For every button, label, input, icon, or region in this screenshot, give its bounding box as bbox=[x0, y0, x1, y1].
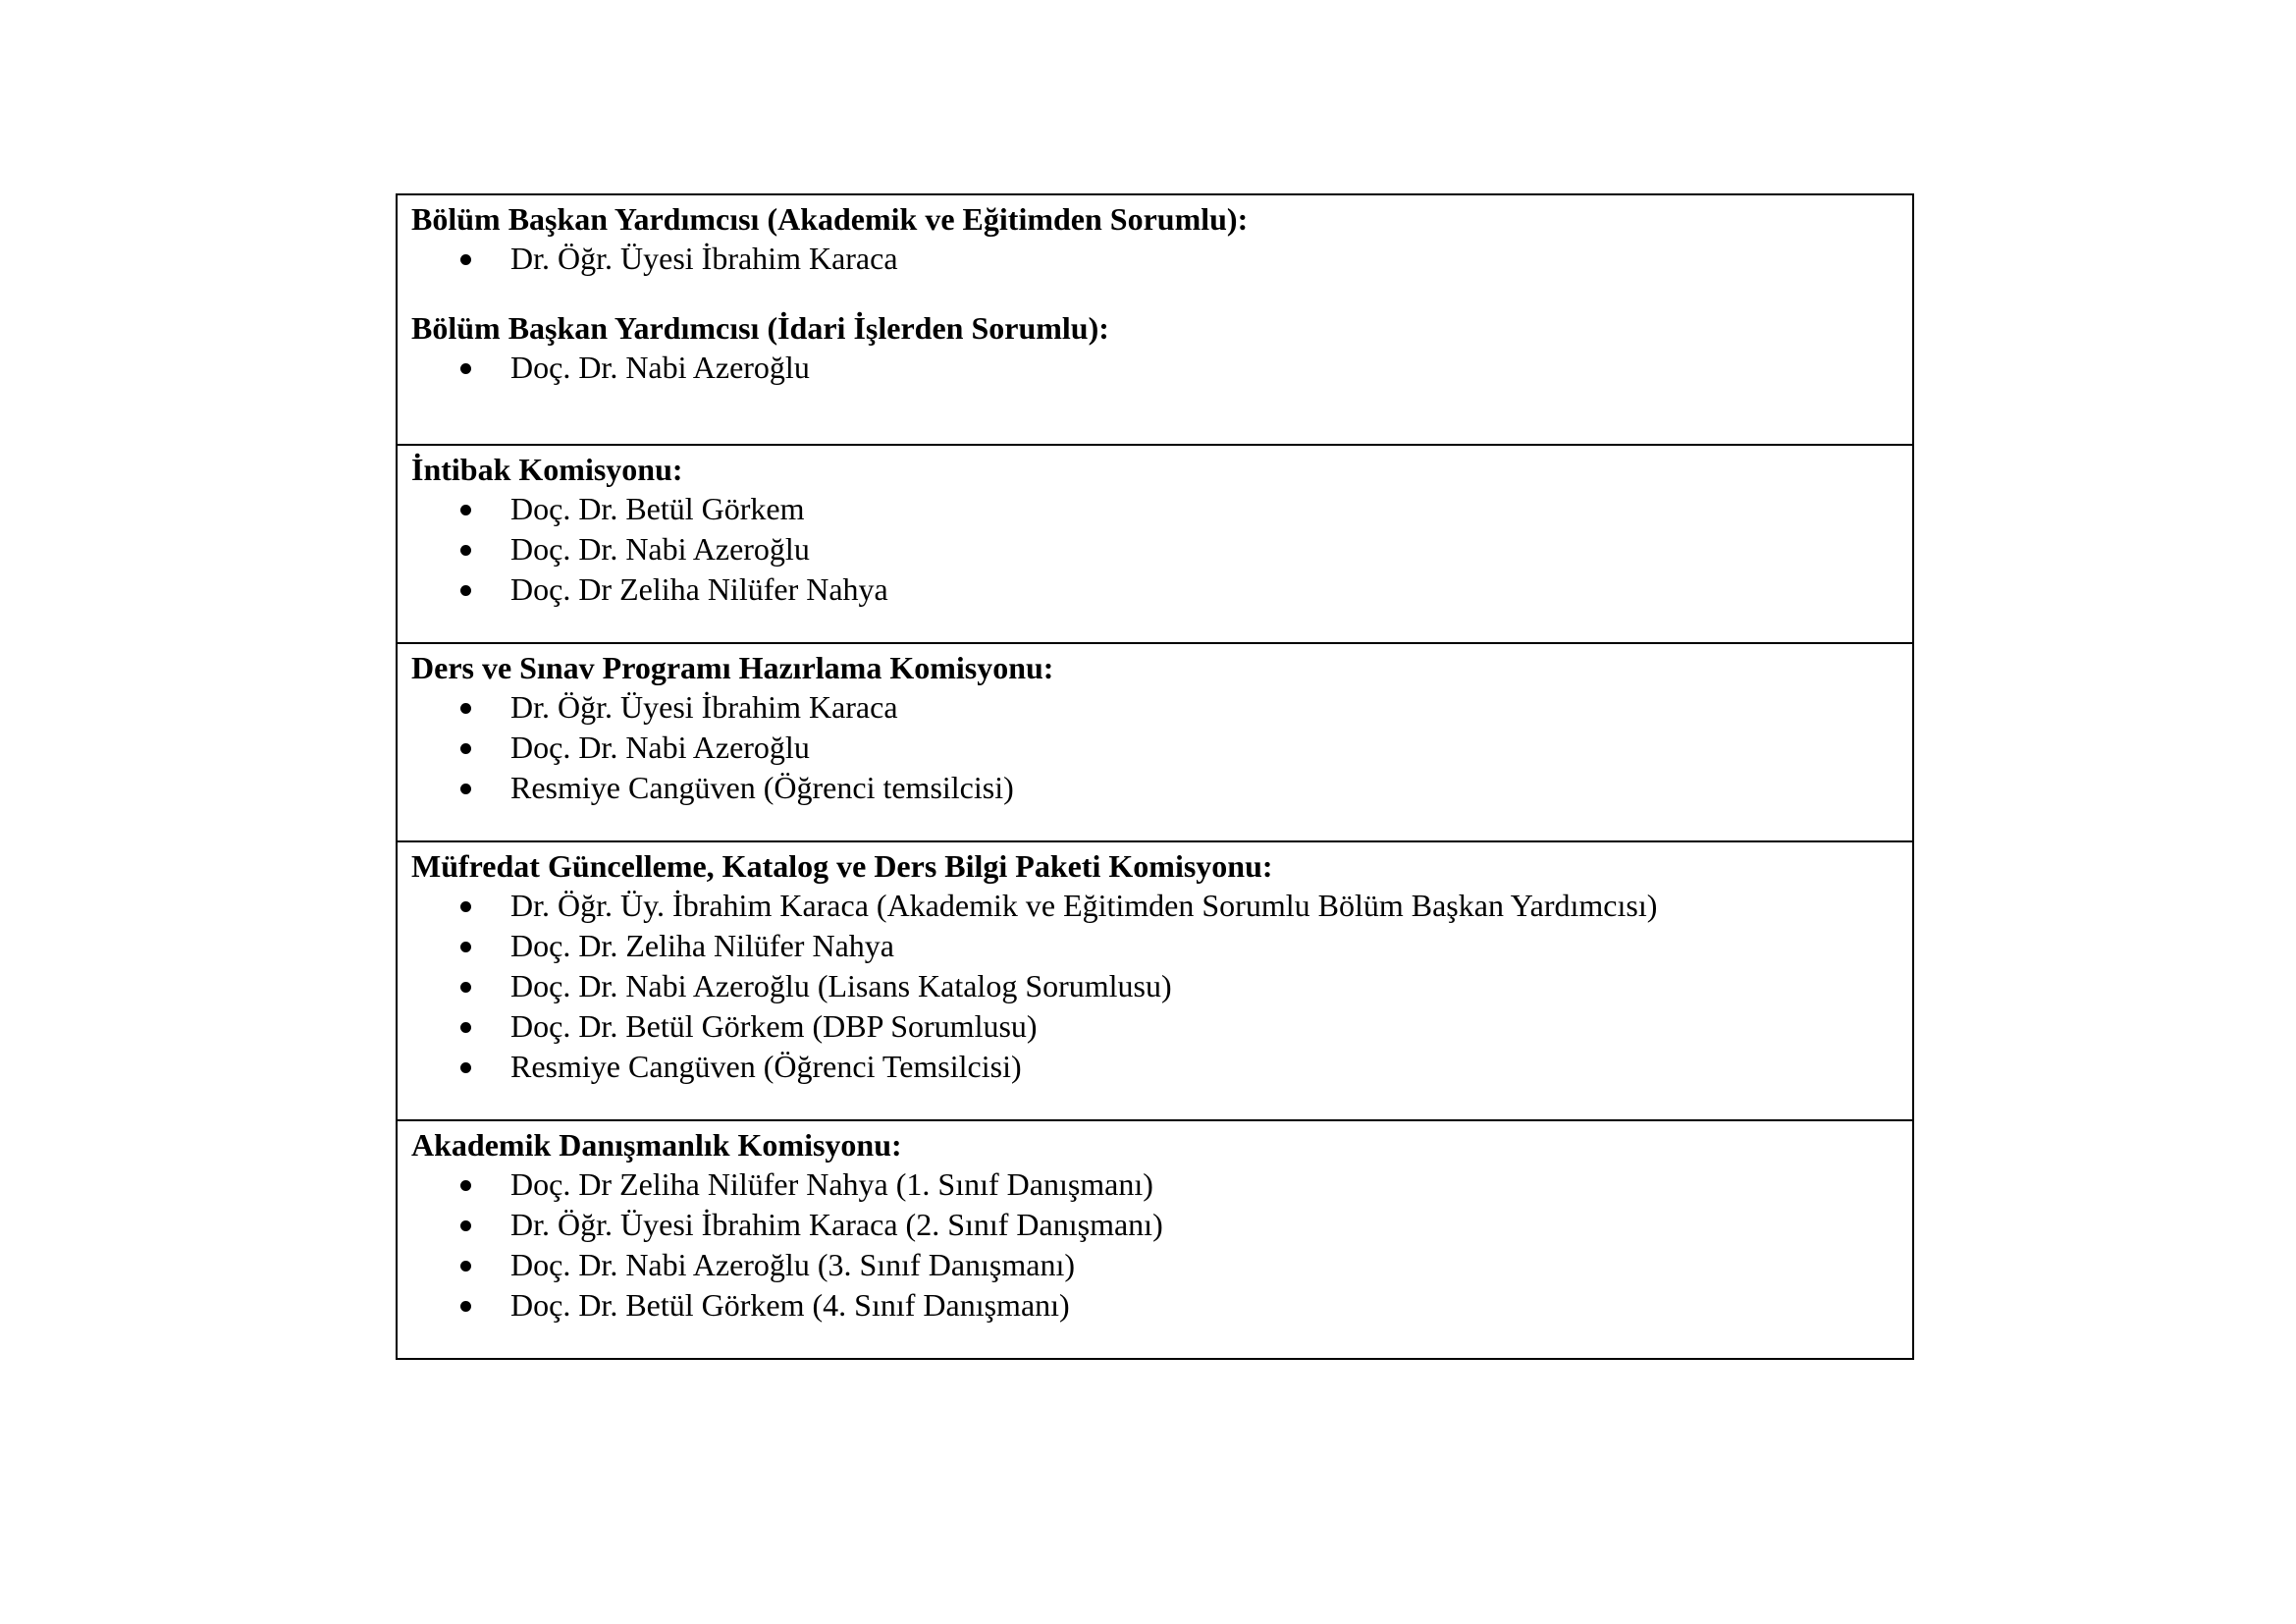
member-name: Doç. Dr. Betül Görkem (DBP Sorumlusu) bbox=[510, 1008, 1038, 1044]
member-list bbox=[411, 687, 1898, 808]
section-title: İntibak Komisyonu: bbox=[411, 452, 683, 487]
spacer bbox=[411, 279, 1898, 308]
section-title: Akademik Danışmanlık Komisyonu: bbox=[411, 1127, 902, 1163]
section-curriculum-committee bbox=[398, 842, 1912, 1121]
section-title: Müfredat Güncelleme, Katalog ve Ders Bilgi Paketi Komisyonu: bbox=[411, 848, 1273, 884]
member-name: Doç. Dr. Zeliha Nilüfer Nahya bbox=[510, 928, 894, 963]
member-name: Doç. Dr Zeliha Nilüfer Nahya (1. Sınıf Danışmanı) bbox=[510, 1166, 1153, 1202]
member-name: Doç. Dr. Nabi Azeroğlu bbox=[510, 531, 810, 567]
list-item bbox=[411, 1205, 1898, 1245]
member-name: Dr. Öğr. Üyesi İbrahim Karaca (2. Sınıf Danışmanı) bbox=[510, 1207, 1163, 1242]
member-name: Doç. Dr. Nabi Azeroğlu (3. Sınıf Danışmanı) bbox=[510, 1247, 1075, 1282]
bullet-icon bbox=[460, 942, 471, 952]
section-schedule-committee bbox=[398, 644, 1912, 842]
list-item bbox=[411, 886, 1898, 926]
member-name: Doç. Dr. Nabi Azeroğlu bbox=[510, 730, 810, 765]
list-item bbox=[411, 966, 1898, 1006]
section-title: Ders ve Sınav Programı Hazırlama Komisyonu: bbox=[411, 650, 1054, 685]
member-list bbox=[411, 348, 1898, 388]
member-name: Dr. Öğr. Üyesi İbrahim Karaca bbox=[510, 689, 898, 725]
committee-table bbox=[396, 193, 1914, 1360]
list-item bbox=[411, 348, 1898, 388]
section-advising-committee bbox=[398, 1121, 1912, 1358]
bullet-icon bbox=[460, 1062, 471, 1073]
list-item bbox=[411, 1006, 1898, 1047]
bullet-icon bbox=[460, 703, 471, 714]
list-item bbox=[411, 687, 1898, 728]
list-item bbox=[411, 1285, 1898, 1326]
section-title: Bölüm Başkan Yardımcısı (İdari İşlerden Sorumlu): bbox=[411, 310, 1109, 346]
member-list bbox=[411, 886, 1898, 1087]
bullet-icon bbox=[460, 784, 471, 794]
bullet-icon bbox=[460, 1261, 471, 1272]
list-item bbox=[411, 569, 1898, 610]
bullet-icon bbox=[460, 1180, 471, 1191]
list-item bbox=[411, 1245, 1898, 1285]
bullet-icon bbox=[460, 743, 471, 754]
member-name: Doç. Dr. Nabi Azeroğlu bbox=[510, 350, 810, 385]
list-item bbox=[411, 239, 1898, 279]
member-list bbox=[411, 489, 1898, 610]
bullet-icon bbox=[460, 363, 471, 374]
list-item bbox=[411, 529, 1898, 569]
bullet-icon bbox=[460, 545, 471, 556]
section-deputy-heads bbox=[398, 195, 1912, 446]
bullet-icon bbox=[460, 254, 471, 265]
member-name: Dr. Öğr. Üy. İbrahim Karaca (Akademik ve Eğitimden Sorumlu Bölüm Başkan Yardımcısı) bbox=[510, 888, 1658, 923]
member-name: Resmiye Cangüven (Öğrenci Temsilcisi) bbox=[510, 1049, 1022, 1084]
list-item bbox=[411, 926, 1898, 966]
bullet-icon bbox=[460, 1301, 471, 1312]
bullet-icon bbox=[460, 1022, 471, 1033]
bullet-icon bbox=[460, 505, 471, 515]
member-list bbox=[411, 1164, 1898, 1326]
member-name: Resmiye Cangüven (Öğrenci temsilcisi) bbox=[510, 770, 1014, 805]
bullet-icon bbox=[460, 1220, 471, 1231]
bullet-icon bbox=[460, 901, 471, 912]
list-item bbox=[411, 1164, 1898, 1205]
bullet-icon bbox=[460, 585, 471, 596]
list-item bbox=[411, 728, 1898, 768]
member-name: Doç. Dr Zeliha Nilüfer Nahya bbox=[510, 571, 888, 607]
member-name: Dr. Öğr. Üyesi İbrahim Karaca bbox=[510, 241, 898, 276]
bullet-icon bbox=[460, 982, 471, 993]
list-item bbox=[411, 768, 1898, 808]
member-name: Doç. Dr. Betül Görkem (4. Sınıf Danışmanı) bbox=[510, 1287, 1070, 1323]
member-name: Doç. Dr. Nabi Azeroğlu (Lisans Katalog Sorumlusu) bbox=[510, 968, 1172, 1003]
list-item bbox=[411, 1047, 1898, 1087]
section-title: Bölüm Başkan Yardımcısı (Akademik ve Eğitimden Sorumlu): bbox=[411, 201, 1249, 237]
member-list bbox=[411, 239, 1898, 279]
section-intibak-committee bbox=[398, 446, 1912, 644]
list-item bbox=[411, 489, 1898, 529]
member-name: Doç. Dr. Betül Görkem bbox=[510, 491, 805, 526]
